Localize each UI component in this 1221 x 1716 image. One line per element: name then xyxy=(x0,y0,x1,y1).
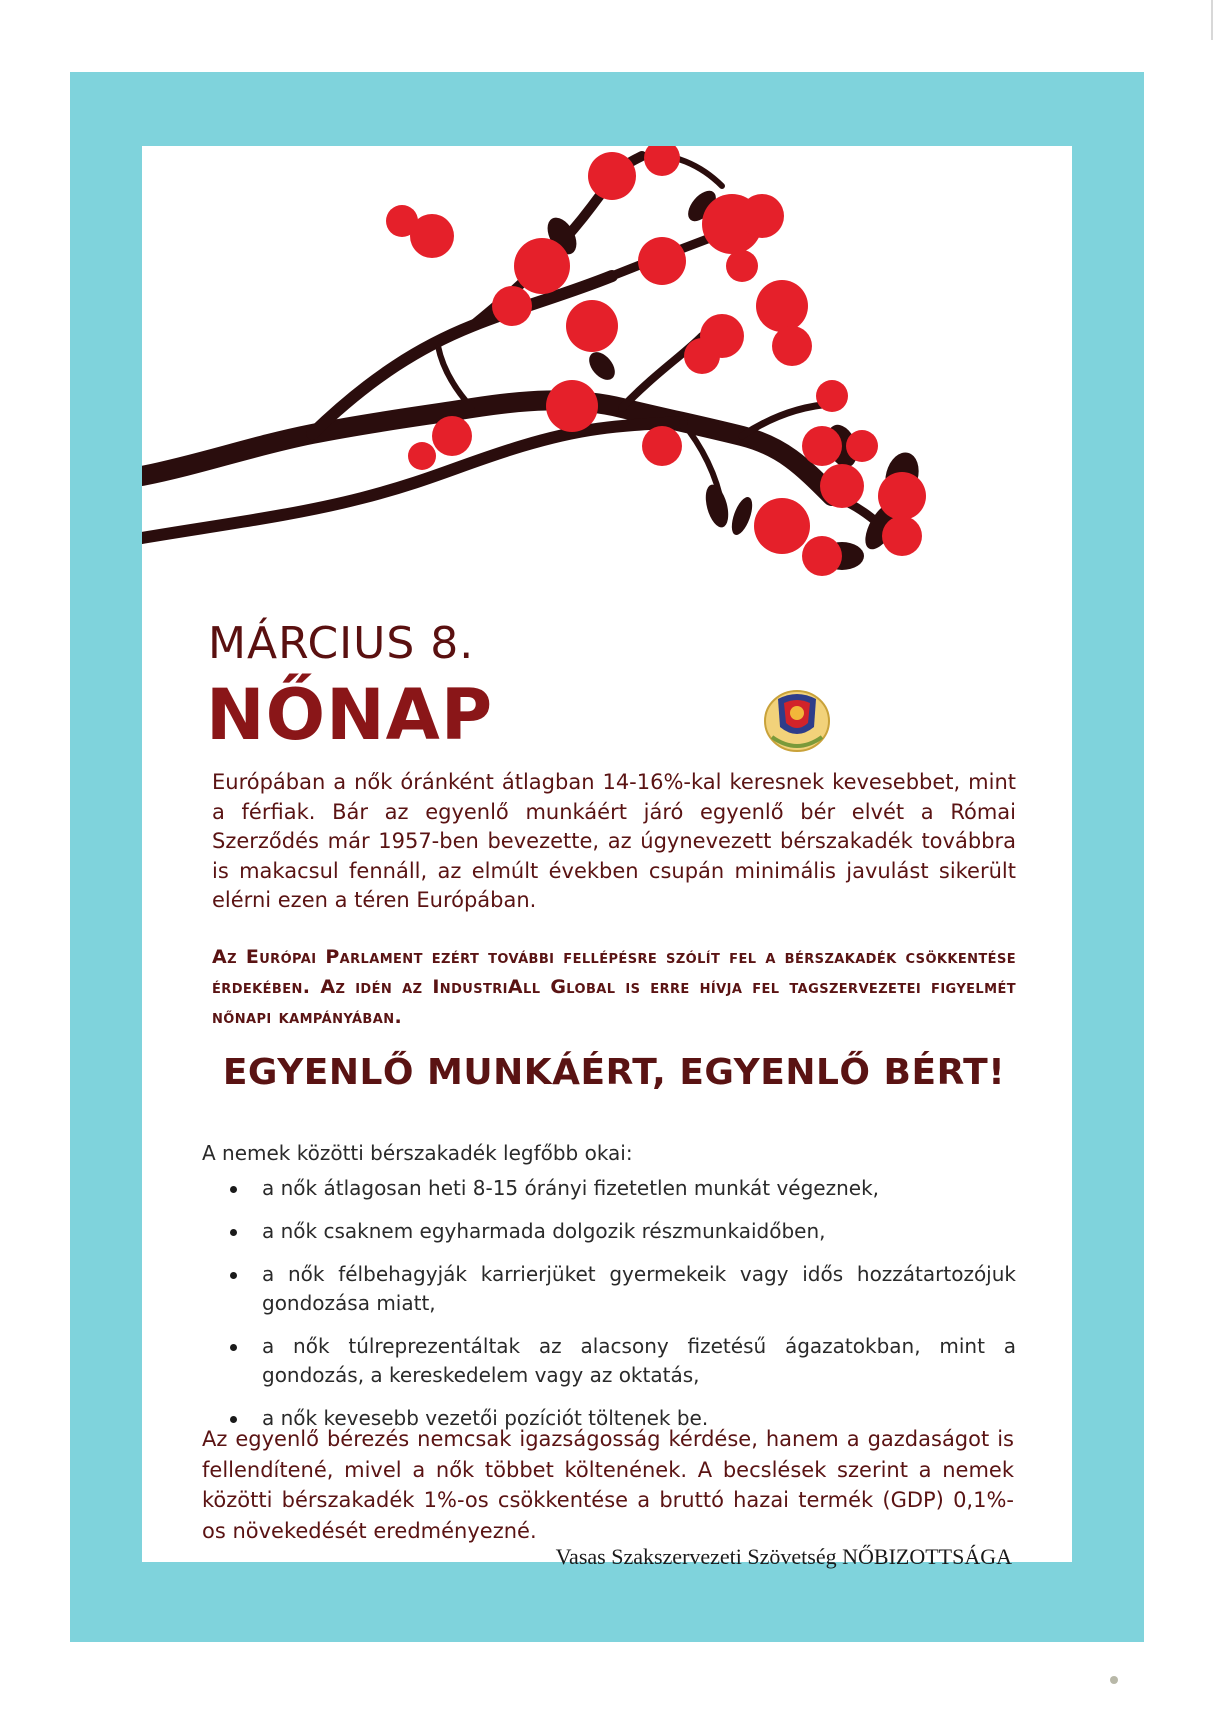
appeal-paragraph: Az Európai Parlament ezért további fellépésre szólít fel a bérszakadék csökkentése érdekében. Az idén az IndustriAll Global is erre hívja fel tagszervezetei figyelmét nőnapi kampányában. xyxy=(212,946,1016,1028)
list-item-text: a nők átlagosan heti 8-15 órányi fizetetlen munkát végeznek, xyxy=(262,1176,880,1200)
poster-content xyxy=(142,146,1072,1569)
bullet-icon xyxy=(230,1229,237,1236)
bullet-icon xyxy=(230,1272,237,1279)
list-item xyxy=(202,1260,1016,1318)
list-item xyxy=(202,1332,1016,1390)
scan-speck xyxy=(1110,1676,1118,1684)
bullet-icon xyxy=(230,1344,237,1351)
union-emblem-logo xyxy=(762,681,832,755)
date-heading: MÁRCIUS 8. xyxy=(208,618,475,669)
slogan-heading: EGYENLŐ MUNKÁÉRT, EGYENLŐ BÉRT! xyxy=(222,1052,1006,1093)
intro-paragraph: Európában a nők óránként átlagban 14-16%-kal keresnek kevesebbet, mint a férfiak. Bár az egyenlő munkáért járó egyenlő bér elvét a Római Szerződés már 1957-ben bevezette, az úgynevezett bérszakadék továbbra is makacsul fennáll, az elmúlt években csupán minimális javulást sikerült elérni ezen a téren Európában. xyxy=(212,770,1016,912)
list-item-text: a nők kevesebb vezetői pozíciót töltenek be. xyxy=(262,1406,709,1430)
scan-edge-line xyxy=(1211,0,1213,40)
signature: Vasas Szakszervezeti Szövetség NŐBIZOTTSÁGA xyxy=(555,1544,1012,1569)
page-title: NŐNAP xyxy=(206,674,494,756)
list-item-text: a nők túlreprezentáltak az alacsony fizetésű ágazatokban, mint a gondozás, a kereskedelem vagy az oktatás, xyxy=(262,1334,1016,1387)
reasons-list xyxy=(202,1174,1016,1447)
bullet-icon xyxy=(230,1416,237,1423)
list-item-text: a nők csaknem egyharmada dolgozik részmunkaidőben, xyxy=(262,1219,826,1243)
cherry-blossom-branch-illustration xyxy=(142,146,1072,626)
list-item-text: a nők félbehagyják karrierjüket gyermekeik vagy idős hozzátartozójuk gondozása miatt, xyxy=(262,1262,1016,1315)
conclusion-paragraph: Az egyenlő bérezés nemcsak igazságosság kérdése, hanem a gazdaságot is fellendítené, mivel a nők többet költenének. A becslések szerint a nemek közötti bérszakadék 1%-os csökkentése a bruttó hazai termék (GDP) 0,1%-os növekedését eredményezné. xyxy=(202,1427,1014,1543)
poster-frame xyxy=(70,72,1144,1642)
bullet-icon xyxy=(230,1186,237,1193)
list-item xyxy=(202,1217,1016,1246)
reasons-intro: A nemek közötti bérszakadék legfőbb okai: xyxy=(202,1141,633,1165)
list-item xyxy=(202,1174,1016,1203)
